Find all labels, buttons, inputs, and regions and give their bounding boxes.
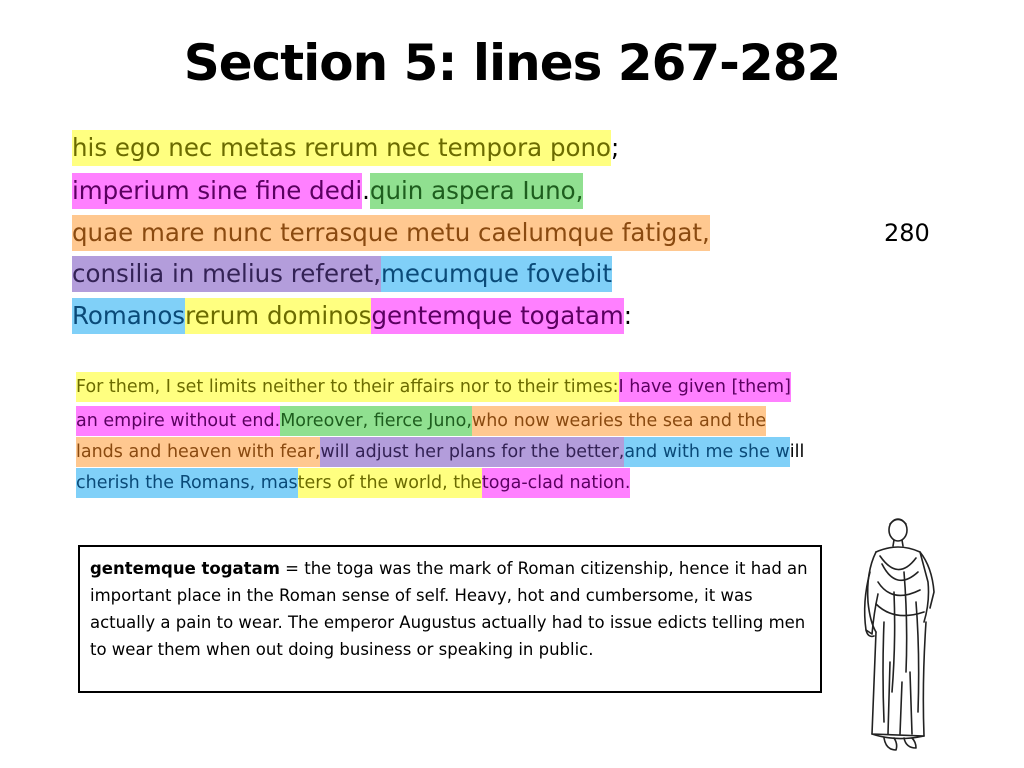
page-title: Section 5: lines 267-282 xyxy=(183,34,841,92)
note-text: = the toga was the mark of Roman citizenship, hence it had an important place in the Roman sense of self. Heavy, hot and cumbersome, it was actually a pain to wear. The emperor Augustus actually had to issue edicts telling men to wear them when out doing business or speaking in public. xyxy=(90,559,808,659)
translation-line-2 xyxy=(76,406,766,436)
translation-segment: I have given [them] xyxy=(619,372,791,402)
translation-segment: and with me she w xyxy=(624,437,789,467)
latin-line-5 xyxy=(72,298,632,334)
latin-segment: gentemque togatam xyxy=(371,298,623,334)
translation-segment: lands and heaven with fear, xyxy=(76,437,320,467)
translation-segment: ill xyxy=(789,442,805,462)
latin-segment: his ego nec metas rerum nec tempora pono xyxy=(72,130,611,166)
translation-segment: toga-clad nation. xyxy=(482,468,631,498)
translation-segment: an empire without end. xyxy=(76,406,280,436)
translation-segment: cherish the Romans, mas xyxy=(76,468,298,498)
latin-segment: : xyxy=(623,301,632,330)
note-box xyxy=(78,545,822,693)
translation-segment: Moreover, fierce Juno, xyxy=(280,406,472,436)
latin-segment: . xyxy=(362,176,370,205)
latin-line-4 xyxy=(72,256,612,292)
note-term: gentemque togatam xyxy=(90,559,280,578)
latin-segment: rerum dominos xyxy=(185,298,371,334)
translation-line-1 xyxy=(76,372,791,402)
latin-segment: mecumque fovebit xyxy=(381,256,612,292)
latin-segment: consilia in melius referet, xyxy=(72,256,381,292)
translation-segment: who now wearies the sea and the xyxy=(472,406,766,436)
latin-line-1 xyxy=(72,130,619,166)
latin-segment: Romanos xyxy=(72,298,185,334)
translation-segment: will adjust her plans for the better, xyxy=(320,437,624,467)
translation-line-3 xyxy=(76,437,804,467)
latin-line-2 xyxy=(72,173,583,209)
latin-segment: ; xyxy=(611,133,620,162)
translation-segment: For them, I set limits neither to their affairs nor to their times: xyxy=(76,372,619,402)
line-number: 280 xyxy=(884,219,930,247)
latin-line-3 xyxy=(72,215,710,251)
toga-figure-icon xyxy=(846,512,946,757)
latin-segment: imperium sine fine dedi xyxy=(72,173,362,209)
translation-line-4 xyxy=(76,468,630,498)
translation-segment: ters of the world, the xyxy=(298,468,482,498)
latin-segment: quin aspera Iuno, xyxy=(370,173,584,209)
latin-segment: quae mare nunc terrasque metu caelumque fatigat, xyxy=(72,215,710,251)
